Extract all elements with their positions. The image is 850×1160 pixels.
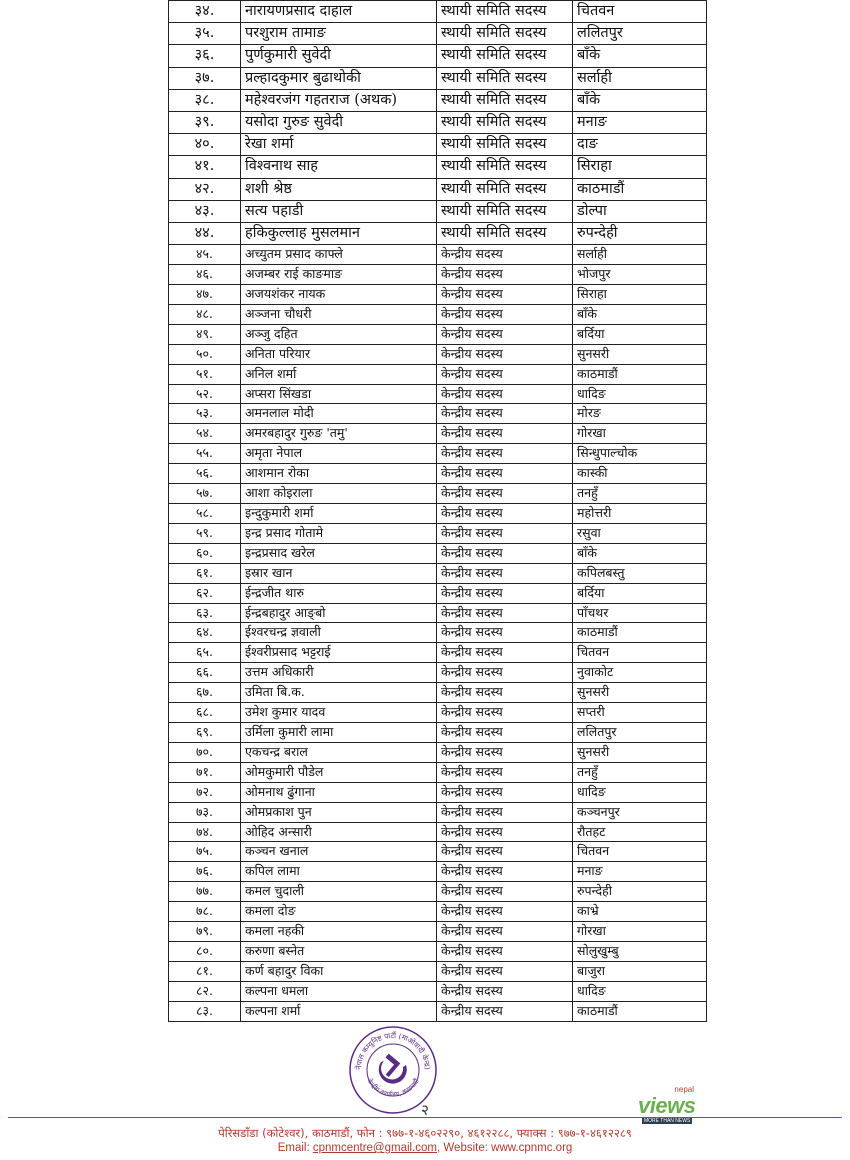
member-name-cell: ओमकुमारी पौडेल [241, 762, 437, 782]
member-name-cell: ईश्वरीप्रसाद भट्टराई [241, 643, 437, 663]
district-cell: कञ्चनपुर [573, 802, 707, 822]
member-row [169, 424, 707, 444]
serial-number-cell: ४०. [169, 134, 241, 156]
member-row [169, 643, 707, 663]
serial-number-cell: ८३. [169, 1001, 241, 1021]
footer-email-label: Email: [277, 1142, 310, 1154]
watermark-logo-text: views [638, 1093, 696, 1118]
serial-number-cell: ३४. [169, 1, 241, 23]
serial-number-cell: ७८. [169, 902, 241, 922]
member-name-cell: अच्युतम प्रसाद काफ्ले [241, 245, 437, 265]
district-cell: रुपन्देही [573, 223, 707, 245]
serial-number-cell: ४३. [169, 200, 241, 222]
footer-website-label: , Website: [437, 1142, 488, 1154]
position-cell: स्थायी समिति सदस्य [437, 23, 573, 45]
district-cell: गोरखा [573, 424, 707, 444]
position-cell: केन्द्रीय सदस्य [437, 822, 573, 842]
district-cell: ललितपुर [573, 23, 707, 45]
hammer-sickle-icon [379, 1054, 407, 1084]
district-cell: महोत्तरी [573, 504, 707, 524]
member-name-cell: करुणा बस्नेत [241, 941, 437, 961]
district-cell: रौतहट [573, 822, 707, 842]
serial-number-cell: ६२. [169, 583, 241, 603]
member-row [169, 223, 707, 245]
serial-number-cell: ३९. [169, 112, 241, 134]
serial-number-cell: ३८. [169, 89, 241, 111]
district-cell: सोलुखुम्बु [573, 941, 707, 961]
serial-number-cell: ४७. [169, 285, 241, 305]
position-cell: केन्द्रीय सदस्य [437, 424, 573, 444]
member-name-cell: इन्द्रप्रसाद खरेल [241, 543, 437, 563]
position-cell: केन्द्रीय सदस्य [437, 643, 573, 663]
member-name-cell: ओमप्रकाश पुन [241, 802, 437, 822]
member-name-cell: कल्पना शर्मा [241, 1001, 437, 1021]
position-cell: केन्द्रीय सदस्य [437, 464, 573, 484]
position-cell: केन्द्रीय सदस्य [437, 703, 573, 723]
district-cell: काठमाडौं [573, 1001, 707, 1021]
district-cell: गोरखा [573, 922, 707, 942]
member-row [169, 822, 707, 842]
district-cell: सुनसरी [573, 683, 707, 703]
district-cell: पाँचथर [573, 603, 707, 623]
serial-number-cell: ७०. [169, 742, 241, 762]
serial-number-cell: ८०. [169, 941, 241, 961]
member-name-cell: कमला दोङ [241, 902, 437, 922]
district-cell: कास्की [573, 464, 707, 484]
district-cell: सिराहा [573, 156, 707, 178]
serial-number-cell: ७१. [169, 762, 241, 782]
member-row [169, 364, 707, 384]
member-row [169, 782, 707, 802]
district-cell: रसुवा [573, 523, 707, 543]
member-table-body [169, 1, 707, 1022]
serial-number-cell: ५३. [169, 404, 241, 424]
district-cell: मोरङ [573, 404, 707, 424]
member-name-cell: महेश्वरजंग गहतराज (अथक) [241, 89, 437, 111]
member-name-cell: ईन्द्रबहादुर आङ्बो [241, 603, 437, 623]
position-cell: केन्द्रीय सदस्य [437, 304, 573, 324]
serial-number-cell: ६६. [169, 663, 241, 683]
serial-number-cell: ४९. [169, 324, 241, 344]
serial-number-cell: ८१. [169, 961, 241, 981]
member-row [169, 543, 707, 563]
member-name-cell: कर्ण बहादुर विका [241, 961, 437, 981]
position-cell: केन्द्रीय सदस्य [437, 961, 573, 981]
member-name-cell: ईश्वरचन्द्र ज्ञवाली [241, 623, 437, 643]
member-name-cell: अनिल शर्मा [241, 364, 437, 384]
member-name-cell: सत्य पहाडी [241, 200, 437, 222]
member-table [168, 0, 707, 1022]
member-row [169, 742, 707, 762]
position-cell: केन्द्रीय सदस्य [437, 404, 573, 424]
position-cell: केन्द्रीय सदस्य [437, 862, 573, 882]
position-cell: केन्द्रीय सदस्य [437, 902, 573, 922]
position-cell: स्थायी समिति सदस्य [437, 156, 573, 178]
position-cell: केन्द्रीय सदस्य [437, 504, 573, 524]
member-row [169, 623, 707, 643]
member-name-cell: आशमान रोका [241, 464, 437, 484]
serial-number-cell: ६०. [169, 543, 241, 563]
position-cell: केन्द्रीय सदस्य [437, 742, 573, 762]
position-cell: केन्द्रीय सदस्य [437, 762, 573, 782]
serial-number-cell: ४८. [169, 304, 241, 324]
seal-top-text: नेपाल कम्युनिष्ट पार्टी (माओवादी केन्द्र) [353, 1030, 433, 1070]
serial-number-cell: ६८. [169, 703, 241, 723]
serial-number-cell: ६३. [169, 603, 241, 623]
member-row [169, 23, 707, 45]
district-cell: काठमाडौं [573, 623, 707, 643]
member-name-cell: अमनलाल मोदी [241, 404, 437, 424]
member-name-cell: विश्वनाथ साह [241, 156, 437, 178]
member-name-cell: ओमनाथ ढुंगाना [241, 782, 437, 802]
member-row [169, 156, 707, 178]
member-name-cell: हकिकुल्लाह मुसलमान [241, 223, 437, 245]
serial-number-cell: ७५. [169, 842, 241, 862]
member-name-cell: इस्रार खान [241, 563, 437, 583]
position-cell: केन्द्रीय सदस्य [437, 245, 573, 265]
footer-email-link[interactable]: cpnmcentre@gmail.com [312, 1142, 438, 1154]
position-cell: केन्द्रीय सदस्य [437, 265, 573, 285]
district-cell: चितवन [573, 1, 707, 23]
member-row [169, 842, 707, 862]
district-cell: बाजुरा [573, 961, 707, 981]
district-cell: बाँके [573, 543, 707, 563]
member-name-cell: प्रल्हादकुमार बुढाथोकी [241, 67, 437, 89]
position-cell: केन्द्रीय सदस्य [437, 941, 573, 961]
district-cell: चितवन [573, 842, 707, 862]
district-cell: काठमाडौं [573, 364, 707, 384]
district-cell: तनहुँ [573, 762, 707, 782]
district-cell: सप्तरी [573, 703, 707, 723]
member-name-cell: कमल चुदाली [241, 882, 437, 902]
member-name-cell: अमरबहादुर गुरुङ 'तमु' [241, 424, 437, 444]
member-name-cell: अप्सरा सिंखडा [241, 384, 437, 404]
position-cell: केन्द्रीय सदस्य [437, 543, 573, 563]
district-cell: ललितपुर [573, 722, 707, 742]
member-row [169, 1001, 707, 1021]
district-cell: कपिलबस्तु [573, 563, 707, 583]
district-cell: सिराहा [573, 285, 707, 305]
member-row [169, 444, 707, 464]
district-cell: दाङ [573, 134, 707, 156]
member-row [169, 603, 707, 623]
member-name-cell: शशी श्रेष्ठ [241, 178, 437, 200]
footer-divider [8, 1117, 842, 1118]
member-name-cell: आशा कोइराला [241, 484, 437, 504]
member-row [169, 583, 707, 603]
district-cell: डोल्पा [573, 200, 707, 222]
watermark-small-text: nepal [674, 1085, 694, 1094]
member-name-cell: ओहिद अन्सारी [241, 822, 437, 842]
serial-number-cell: ६७. [169, 683, 241, 703]
watermark-tagline: MORE THAN NEWS [644, 1118, 691, 1124]
member-row [169, 722, 707, 742]
position-cell: स्थायी समिति सदस्य [437, 67, 573, 89]
member-name-cell: नारायणप्रसाद दाहाल [241, 1, 437, 23]
serial-number-cell: ७४. [169, 822, 241, 842]
district-cell: रुपन्देही [573, 882, 707, 902]
serial-number-cell: ७२. [169, 782, 241, 802]
position-cell: स्थायी समिति सदस्य [437, 134, 573, 156]
position-cell: केन्द्रीय सदस्य [437, 523, 573, 543]
position-cell: केन्द्रीय सदस्य [437, 324, 573, 344]
district-cell: सुनसरी [573, 742, 707, 762]
district-cell: सर्लाही [573, 245, 707, 265]
serial-number-cell: ५१. [169, 364, 241, 384]
position-cell: स्थायी समिति सदस्य [437, 45, 573, 67]
member-name-cell: ईन्द्रजीत थारु [241, 583, 437, 603]
member-row [169, 683, 707, 703]
member-row [169, 862, 707, 882]
position-cell: केन्द्रीय सदस्य [437, 663, 573, 683]
member-name-cell: कल्पना धमला [241, 981, 437, 1001]
serial-number-cell: ४५. [169, 245, 241, 265]
position-cell: केन्द्रीय सदस्य [437, 981, 573, 1001]
member-row [169, 663, 707, 683]
district-cell: बाँके [573, 89, 707, 111]
member-name-cell: कञ्चन खनाल [241, 842, 437, 862]
member-name-cell: रेखा शर्मा [241, 134, 437, 156]
serial-number-cell: ५६. [169, 464, 241, 484]
serial-number-cell: ७३. [169, 802, 241, 822]
member-name-cell: उत्तम अधिकारी [241, 663, 437, 683]
serial-number-cell: ५९. [169, 523, 241, 543]
serial-number-cell: ७६. [169, 862, 241, 882]
member-name-cell: एकचन्द्र बराल [241, 742, 437, 762]
member-row [169, 265, 707, 285]
district-cell: धादिङ [573, 981, 707, 1001]
position-cell: केन्द्रीय सदस्य [437, 583, 573, 603]
member-row [169, 324, 707, 344]
position-cell: केन्द्रीय सदस्य [437, 683, 573, 703]
serial-number-cell: ५७. [169, 484, 241, 504]
member-row [169, 703, 707, 723]
district-cell: धादिङ [573, 782, 707, 802]
seal-bottom-text: केन्द्रीय कार्यालय, काठमाडौं [365, 1077, 421, 1099]
serial-number-cell: ७७. [169, 882, 241, 902]
member-row [169, 304, 707, 324]
member-row [169, 178, 707, 200]
footer-contact [0, 1142, 850, 1154]
position-cell: केन्द्रीय सदस्य [437, 484, 573, 504]
district-cell: सर्लाही [573, 67, 707, 89]
position-cell: केन्द्रीय सदस्य [437, 444, 573, 464]
district-cell: काभ्रे [573, 902, 707, 922]
position-cell: केन्द्रीय सदस्य [437, 722, 573, 742]
serial-number-cell: ६४. [169, 623, 241, 643]
serial-number-cell: ३६. [169, 45, 241, 67]
serial-number-cell: ४६. [169, 265, 241, 285]
member-row [169, 802, 707, 822]
position-cell: केन्द्रीय सदस्य [437, 1001, 573, 1021]
member-row [169, 563, 707, 583]
district-cell: मनाङ [573, 862, 707, 882]
position-cell: केन्द्रीय सदस्य [437, 344, 573, 364]
member-name-cell: अञ्जना चौधरी [241, 304, 437, 324]
position-cell: स्थायी समिति सदस्य [437, 89, 573, 111]
member-row [169, 504, 707, 524]
member-name-cell: इन्दुकुमारी शर्मा [241, 504, 437, 524]
member-name-cell: परशुराम तामाङ [241, 23, 437, 45]
serial-number-cell: ५५. [169, 444, 241, 464]
serial-number-cell: ३७. [169, 67, 241, 89]
position-cell: केन्द्रीय सदस्य [437, 802, 573, 822]
member-row [169, 200, 707, 222]
member-name-cell: उमेश कुमार यादव [241, 703, 437, 723]
member-name-cell: यसोदा गुरुङ सुवेदी [241, 112, 437, 134]
serial-number-cell: ६९. [169, 722, 241, 742]
member-name-cell: कमला नहकी [241, 922, 437, 942]
member-row [169, 1, 707, 23]
member-row [169, 464, 707, 484]
serial-number-cell: ५४. [169, 424, 241, 444]
position-cell: स्थायी समिति सदस्य [437, 1, 573, 23]
position-cell: स्थायी समिति सदस्य [437, 200, 573, 222]
district-cell: सुनसरी [573, 344, 707, 364]
position-cell: स्थायी समिति सदस्य [437, 178, 573, 200]
member-row [169, 922, 707, 942]
position-cell: केन्द्रीय सदस्य [437, 603, 573, 623]
position-cell: स्थायी समिति सदस्य [437, 223, 573, 245]
footer-website[interactable]: www.cpnmc.org [491, 1142, 573, 1154]
member-row [169, 285, 707, 305]
member-row [169, 67, 707, 89]
member-name-cell: पुर्णकुमारी सुवेदी [241, 45, 437, 67]
district-cell: चितवन [573, 643, 707, 663]
member-row [169, 344, 707, 364]
position-cell: केन्द्रीय सदस्य [437, 384, 573, 404]
serial-number-cell: ८२. [169, 981, 241, 1001]
district-cell: मनाङ [573, 112, 707, 134]
member-row [169, 961, 707, 981]
district-cell: धादिङ [573, 384, 707, 404]
position-cell: केन्द्रीय सदस्य [437, 623, 573, 643]
member-name-cell: अनिता परियार [241, 344, 437, 364]
member-name-cell: कपिल लामा [241, 862, 437, 882]
member-row [169, 134, 707, 156]
member-row [169, 89, 707, 111]
member-row [169, 245, 707, 265]
member-row [169, 941, 707, 961]
member-row [169, 45, 707, 67]
member-row [169, 484, 707, 504]
district-cell: भोजपुर [573, 265, 707, 285]
serial-number-cell: ७९. [169, 922, 241, 942]
district-cell: काठमाडौं [573, 178, 707, 200]
member-name-cell: अमृता नेपाल [241, 444, 437, 464]
member-name-cell: इन्द्र प्रसाद गोतामे [241, 523, 437, 543]
serial-number-cell: ५०. [169, 344, 241, 364]
member-name-cell: अजयशंकर नायक [241, 285, 437, 305]
position-cell: स्थायी समिति सदस्य [437, 112, 573, 134]
member-row [169, 981, 707, 1001]
district-cell: बाँके [573, 45, 707, 67]
serial-number-cell: ४२. [169, 178, 241, 200]
footer-address: पेरिसडाँडा (कोटेश्वर), काठमाडौं, फोन : ९७७-१-४६०२२९०, ४६१२२८८, फ्याक्स : ९७७-१-४६१२२८९ [218, 1126, 632, 1140]
member-name-cell: अञ्जु दहित [241, 324, 437, 344]
position-cell: केन्द्रीय सदस्य [437, 882, 573, 902]
district-cell: तनहुँ [573, 484, 707, 504]
member-row [169, 112, 707, 134]
district-cell: बाँके [573, 304, 707, 324]
position-cell: केन्द्रीय सदस्य [437, 842, 573, 862]
nepalviews-watermark [638, 1085, 698, 1125]
member-row [169, 762, 707, 782]
serial-number-cell: ५८. [169, 504, 241, 524]
serial-number-cell: ६१. [169, 563, 241, 583]
position-cell: केन्द्रीय सदस्य [437, 563, 573, 583]
position-cell: केन्द्रीय सदस्य [437, 782, 573, 802]
member-row [169, 882, 707, 902]
serial-number-cell: ६५. [169, 643, 241, 663]
member-name-cell: उर्मिला कुमारी लामा [241, 722, 437, 742]
member-name-cell: अजम्बर राई काङमाङ [241, 265, 437, 285]
serial-number-cell: ५२. [169, 384, 241, 404]
position-cell: केन्द्रीय सदस्य [437, 364, 573, 384]
serial-number-cell: ४१. [169, 156, 241, 178]
district-cell: बर्दिया [573, 324, 707, 344]
member-row [169, 384, 707, 404]
district-cell: बर्दिया [573, 583, 707, 603]
member-row [169, 902, 707, 922]
district-cell: नुवाकोट [573, 663, 707, 683]
position-cell: केन्द्रीय सदस्य [437, 922, 573, 942]
member-name-cell: उमिता बि.क. [241, 683, 437, 703]
district-cell: सिन्धुपाल्चोक [573, 444, 707, 464]
position-cell: केन्द्रीय सदस्य [437, 285, 573, 305]
member-row [169, 404, 707, 424]
member-row [169, 523, 707, 543]
page-number: २ [421, 1101, 429, 1119]
serial-number-cell: ३५. [169, 23, 241, 45]
serial-number-cell: ४४. [169, 223, 241, 245]
